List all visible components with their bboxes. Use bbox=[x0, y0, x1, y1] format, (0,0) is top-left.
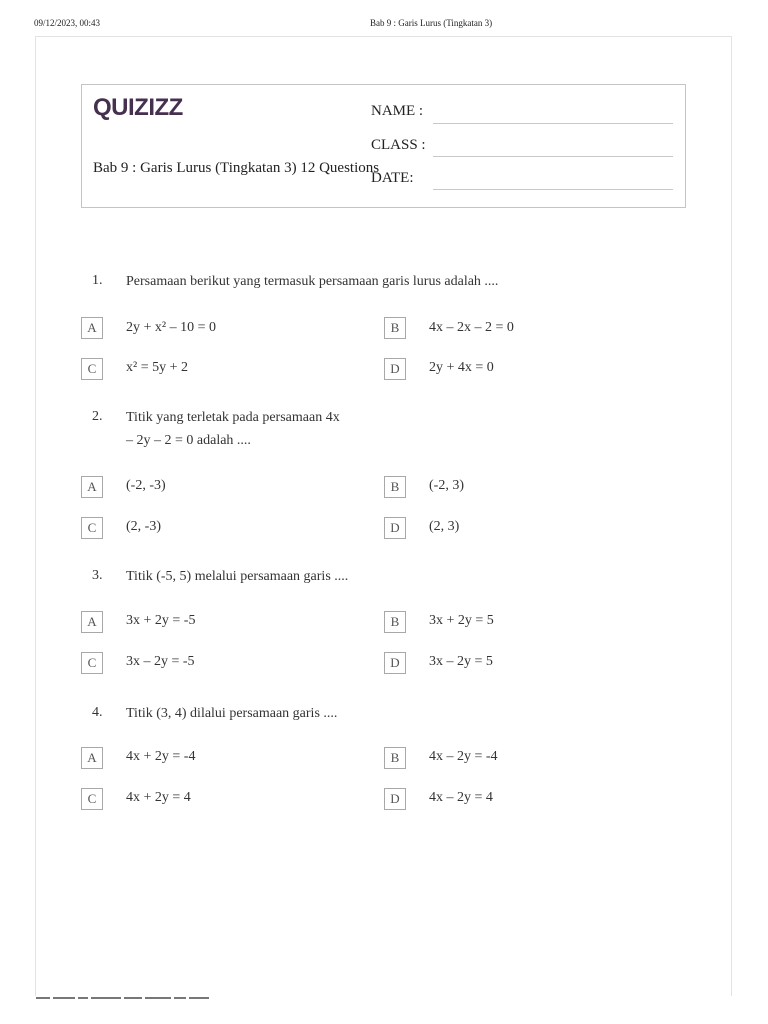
question-text-line-1: Titik yang terletak pada persamaan 4x bbox=[126, 410, 340, 425]
option-d-box[interactable]: D bbox=[384, 358, 406, 380]
option-a-box[interactable]: A bbox=[81, 747, 103, 769]
option-d-text: 2y + 4x = 0 bbox=[429, 360, 494, 375]
print-header bbox=[0, 18, 768, 32]
question-text-line-2: – 2y – 2 = 0 adalah .... bbox=[126, 433, 251, 448]
svg-text:QUIZIZZ: QUIZIZZ bbox=[93, 94, 183, 121]
option-c-box[interactable]: C bbox=[81, 652, 103, 674]
option-d-text: 3x – 2y = 5 bbox=[429, 654, 493, 669]
option-b-box[interactable]: B bbox=[384, 317, 406, 339]
option-a-box[interactable]: A bbox=[81, 317, 103, 339]
date-label: DATE: bbox=[371, 170, 414, 186]
option-c-box[interactable]: C bbox=[81, 517, 103, 539]
option-c-box[interactable]: C bbox=[81, 358, 103, 380]
option-c-box[interactable]: C bbox=[81, 788, 103, 810]
question-number: 3. bbox=[92, 568, 103, 583]
question-text: Persamaan berikut yang termasuk persamaan garis lurus adalah .... bbox=[126, 274, 499, 289]
question-text: Titik (-5, 5) melalui persamaan garis .... bbox=[126, 569, 349, 584]
option-a-box[interactable]: A bbox=[81, 476, 103, 498]
option-c-text: 3x – 2y = -5 bbox=[126, 654, 195, 669]
option-d-text: (2, 3) bbox=[429, 519, 460, 534]
option-c-text: (2, -3) bbox=[126, 519, 161, 534]
class-label: CLASS : bbox=[371, 137, 426, 153]
option-b-text: 4x – 2x – 2 = 0 bbox=[429, 320, 514, 335]
option-b-box[interactable]: B bbox=[384, 476, 406, 498]
option-b-text: 4x – 2y = -4 bbox=[429, 749, 498, 764]
quizizz-logo-icon bbox=[93, 93, 185, 121]
option-a-text: 2y + x² – 10 = 0 bbox=[126, 320, 216, 335]
option-b-text: (-2, 3) bbox=[429, 478, 464, 493]
question-number: 1. bbox=[92, 273, 103, 288]
option-a-box[interactable]: A bbox=[81, 611, 103, 633]
name-field[interactable] bbox=[433, 123, 673, 124]
question-text: Titik (3, 4) dilalui persamaan garis .... bbox=[126, 706, 338, 721]
name-label: NAME : bbox=[371, 103, 424, 119]
option-a-text: 3x + 2y = -5 bbox=[126, 613, 196, 628]
option-c-text: 4x + 2y = 4 bbox=[126, 790, 191, 805]
print-datetime: 09/12/2023, 00:43 bbox=[34, 18, 101, 28]
worksheet-header bbox=[81, 84, 686, 208]
option-c-text: x² = 5y + 2 bbox=[126, 360, 188, 375]
option-d-text: 4x – 2y = 4 bbox=[429, 790, 493, 805]
option-b-text: 3x + 2y = 5 bbox=[429, 613, 494, 628]
option-a-text: 4x + 2y = -4 bbox=[126, 749, 196, 764]
quiz-title: Bab 9 : Garis Lurus (Tingkatan 3) 12 Questions bbox=[93, 160, 380, 176]
class-field[interactable] bbox=[433, 156, 673, 157]
option-b-box[interactable]: B bbox=[384, 747, 406, 769]
cropped-footer-url bbox=[36, 997, 276, 1001]
option-b-box[interactable]: B bbox=[384, 611, 406, 633]
date-field[interactable] bbox=[433, 189, 673, 190]
print-page-title: Bab 9 : Garis Lurus (Tingkatan 3) bbox=[370, 18, 493, 28]
option-d-box[interactable]: D bbox=[384, 788, 406, 810]
option-a-text: (-2, -3) bbox=[126, 478, 166, 493]
option-d-box[interactable]: D bbox=[384, 517, 406, 539]
option-d-box[interactable]: D bbox=[384, 652, 406, 674]
question-number: 4. bbox=[92, 705, 103, 720]
question-number: 2. bbox=[92, 409, 103, 424]
quizizz-logo bbox=[93, 93, 185, 126]
